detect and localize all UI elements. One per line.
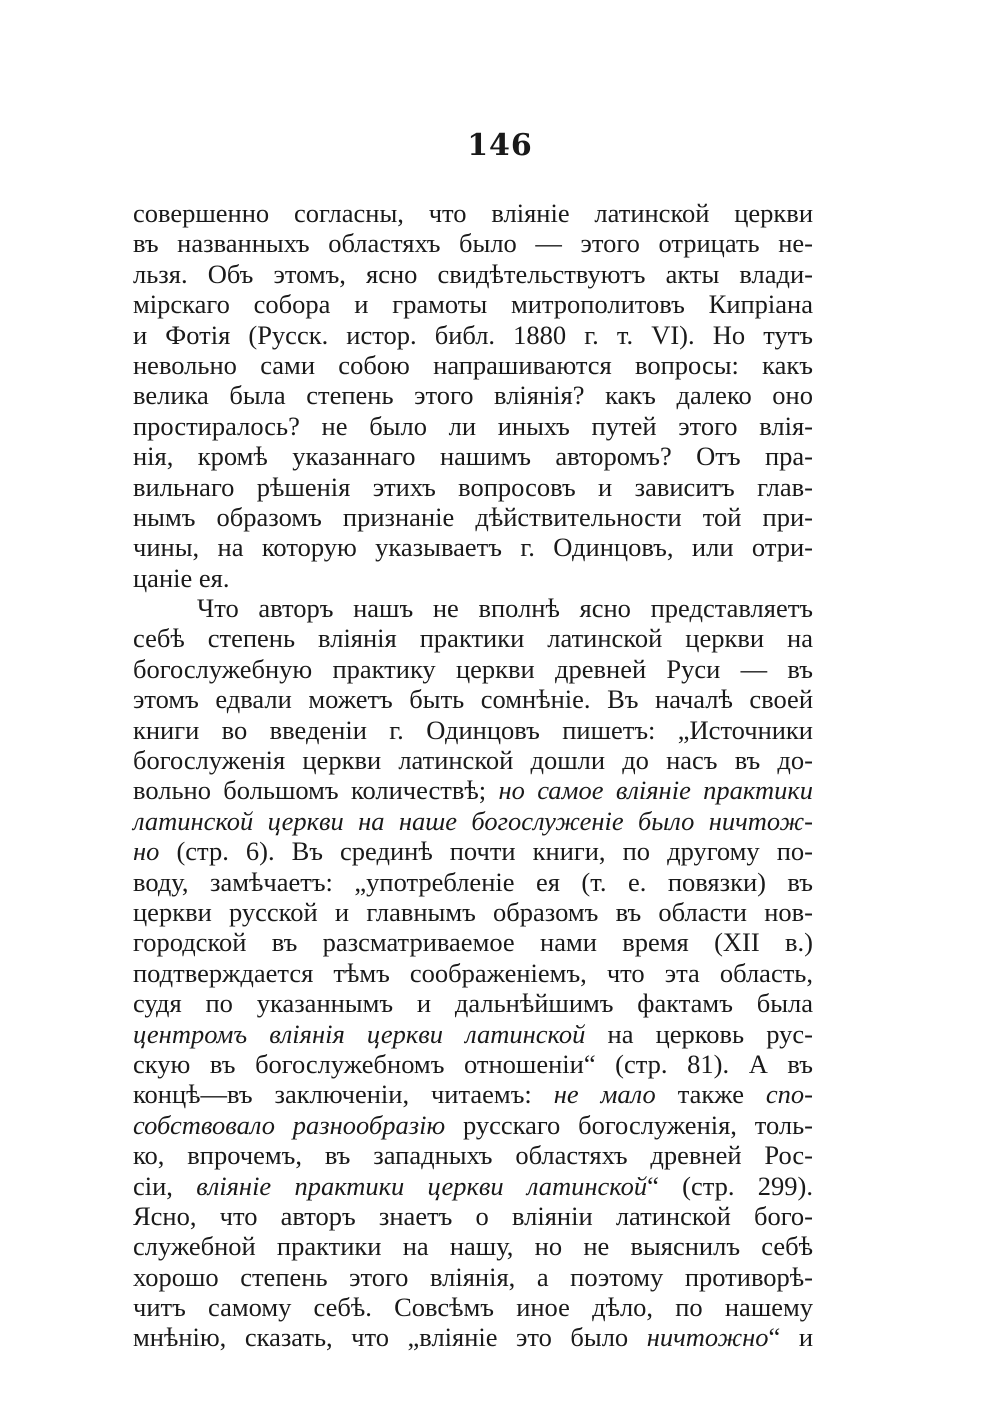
text-run: простиралось? не было ли иныхъ путей этого влія-: [133, 410, 813, 441]
text-run: церкви русской и главнымъ образомъ въ области нов-: [133, 896, 813, 927]
text-run: городской въ разсматриваемое нами время (XII в.): [133, 927, 813, 958]
text-run: вольно большомъ количествѣ;: [133, 775, 499, 806]
text-line: [133, 1079, 813, 1109]
text-line: [133, 532, 813, 562]
text-line: [133, 1110, 813, 1140]
text-line: [133, 988, 813, 1018]
italic-text: спо-: [765, 1079, 814, 1110]
text-run: Ясно, что авторъ знаетъ о вліяніи латинской бого-: [133, 1200, 813, 1231]
italic-text: центромъ вліянія церкви латинской: [133, 1018, 586, 1049]
text-line: [133, 472, 813, 502]
text-run: (стр. 6). Въ срединѣ почти книги, по другому по-: [159, 836, 813, 867]
text-run: на церковь рус-: [585, 1018, 813, 1049]
text-line: [133, 1231, 813, 1261]
text-line: [133, 1322, 813, 1352]
text-run: велика была степень этого вліянія? какъ далеко оно: [133, 380, 813, 411]
text-line: [133, 897, 813, 927]
text-run: мірскаго собора и грамоты митрополитовъ Кипріана: [133, 289, 813, 320]
text-line: [133, 806, 813, 836]
text-line: [133, 1292, 813, 1322]
text-run: служебной практики на нашу, но не выяснилъ себѣ: [133, 1231, 813, 1262]
text-run: скую въ богослужебномъ отношеніи“ (стр. 81). А въ: [133, 1048, 813, 1079]
text-run: нія, кромѣ указаннаго нашимъ авторомъ? Отъ пра-: [133, 441, 813, 472]
text-line: [133, 350, 813, 380]
text-run: богослуженія церкви латинской дошли до насъ въ до-: [133, 745, 813, 776]
text-run: вильнаго рѣшенія этихъ вопросовъ и зависитъ глав-: [133, 471, 813, 502]
text-line: [133, 502, 813, 532]
text-run: концѣ—въ заключеніи, читаемъ:: [133, 1079, 554, 1110]
text-line: [133, 775, 813, 805]
text-run: льзя. Объ этомъ, ясно свидѣтельствуютъ акты влади-: [133, 258, 813, 289]
text-run: нымъ образомъ признаніе дѣйствительности той при-: [133, 501, 813, 532]
italic-text: вліяніе практики церкви латинской: [196, 1170, 648, 1201]
text-line: [133, 1140, 813, 1170]
text-run: судя по указаннымъ и дальнѣйшимъ фактамъ была: [133, 988, 813, 1019]
text-run: и Фотія (Русск. истор. библ. 1880 г. т. VI). Но тутъ: [133, 319, 813, 350]
text-run: богослужебную практику церкви древней Руси — въ: [133, 653, 813, 684]
text-line: [133, 1019, 813, 1049]
text-line: [133, 684, 813, 714]
text-run: читъ самому себѣ. Совсѣмъ иное дѣло, по нашему: [133, 1292, 813, 1323]
text-line: [133, 563, 813, 593]
text-run: Что авторъ нашъ не вполнѣ ясно представляетъ: [197, 593, 813, 624]
text-run: книги во введеніи г. Одинцовъ пишетъ: „Источники: [133, 714, 813, 745]
text-run: хорошо степень этого вліянія, а поэтому противорѣ-: [133, 1261, 813, 1292]
text-line: [133, 1262, 813, 1292]
italic-text: не мало: [553, 1079, 656, 1110]
italic-text: но самое вліяніе практики: [498, 775, 813, 806]
text-run: воду, замѣчаетъ: „употребленіе ея (т. е. повязки) въ: [133, 866, 813, 897]
body-text: [133, 198, 813, 1353]
text-line: [133, 593, 813, 623]
text-line: [133, 1171, 813, 1201]
text-line: [133, 289, 813, 319]
text-line: [133, 836, 813, 866]
text-line: [133, 745, 813, 775]
italic-text: латинской церкви на наше богослуженіе было ничтож-: [133, 805, 813, 836]
text-run: ко, впрочемъ, въ западныхъ областяхъ древней Рос-: [133, 1140, 813, 1171]
text-line: [133, 259, 813, 289]
italic-text: но: [133, 836, 160, 867]
text-line: [133, 198, 813, 228]
text-line: [133, 958, 813, 988]
text-run: этомъ едвали можетъ быть сомнѣніе. Въ началѣ своей: [133, 684, 813, 715]
text-run: подтверждается тѣмъ соображеніемъ, что эта область,: [133, 957, 813, 988]
italic-text: собствовало разнообразію: [133, 1109, 446, 1140]
text-run: “ и: [768, 1322, 813, 1353]
text-line: [133, 411, 813, 441]
text-run: совершенно согласны, что вліяніе латинской церкви: [133, 198, 813, 228]
text-line: [133, 654, 813, 684]
text-line: [133, 927, 813, 957]
text-line: [133, 441, 813, 471]
text-run: русскаго богослуженія, толь-: [445, 1109, 813, 1140]
text-line: [133, 715, 813, 745]
text-run: мнѣнію, сказать, что „вліяніе это было: [133, 1322, 647, 1353]
text-line: [133, 380, 813, 410]
text-line: [133, 623, 813, 653]
text-run: цаніе ея.: [133, 562, 230, 593]
text-run: въ названныхъ областяхъ было — этого отрицать не-: [133, 228, 813, 259]
text-line: [133, 1049, 813, 1079]
text-run: себѣ степень вліянія практики латинской церкви на: [133, 623, 813, 654]
text-line: [133, 228, 813, 258]
text-line: [133, 867, 813, 897]
page-number: 146: [467, 128, 533, 163]
text-line: [133, 1201, 813, 1231]
text-run: чины, на которую указываетъ г. Одинцовъ, или отри-: [133, 532, 813, 563]
text-run: сіи,: [133, 1170, 197, 1201]
italic-text: ничтожно: [646, 1322, 769, 1353]
text-line: [133, 320, 813, 350]
text-run: “ (стр. 299).: [647, 1170, 813, 1201]
text-run: невольно сами собою напрашиваются вопросы: какъ: [133, 349, 813, 380]
text-run: также: [655, 1079, 766, 1110]
